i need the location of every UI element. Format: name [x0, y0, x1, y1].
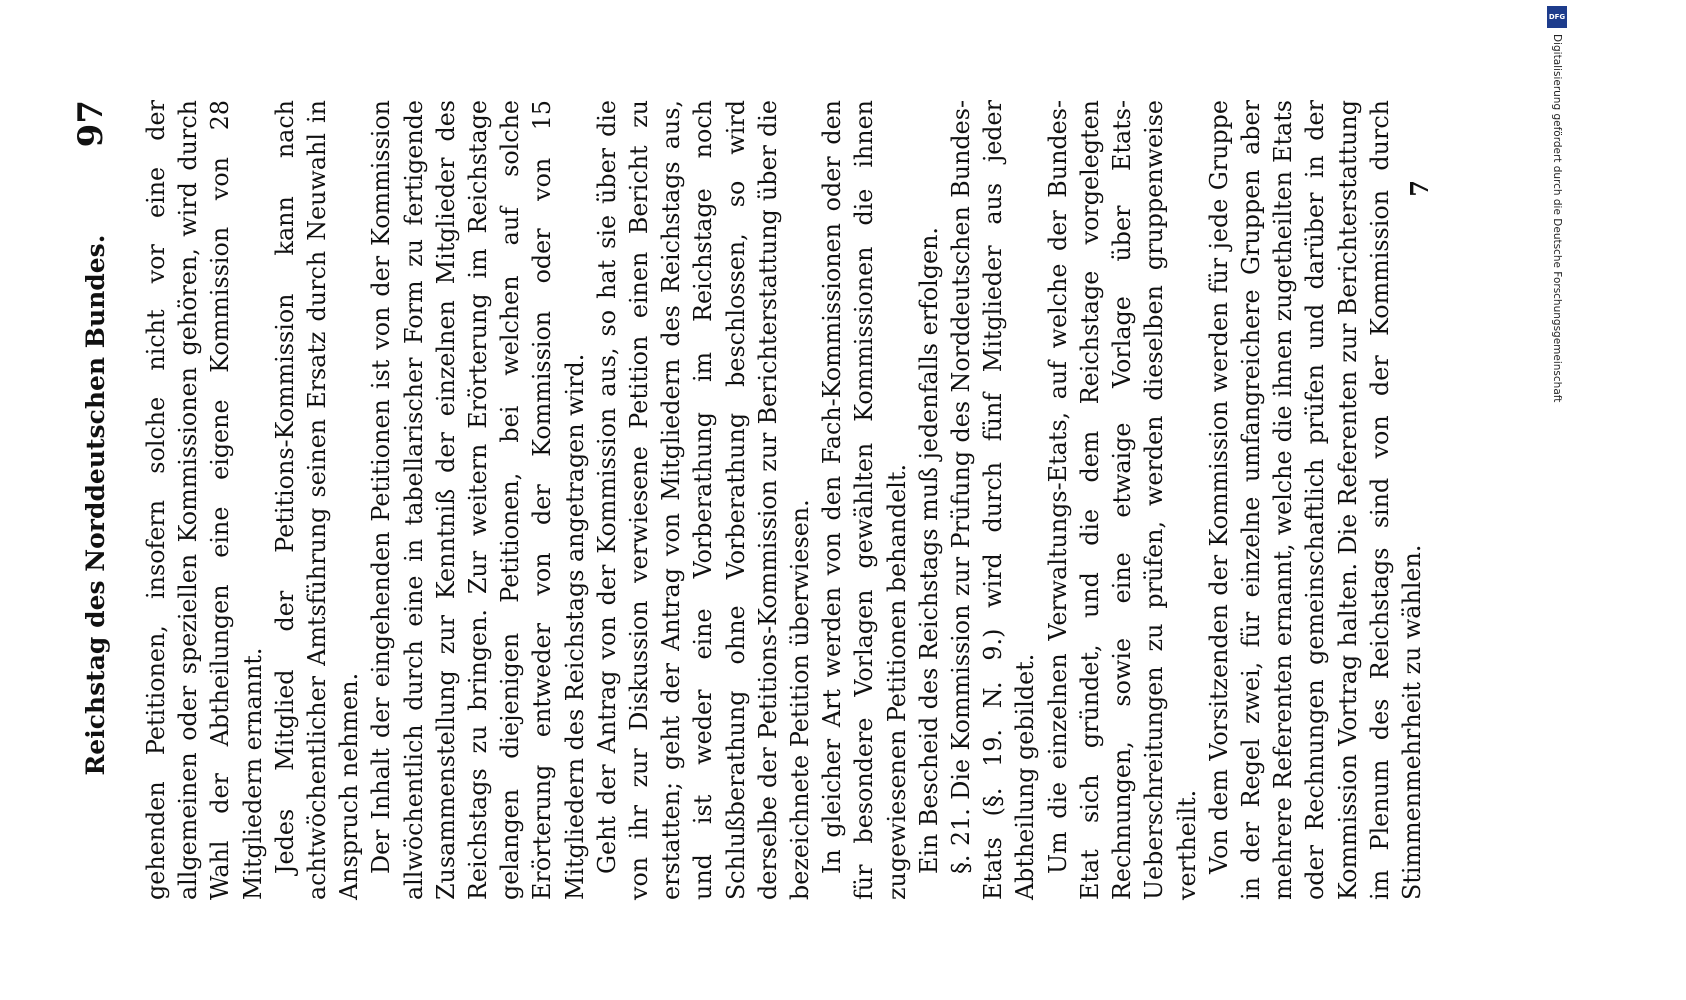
paragraph: Geht der Antrag von der Kommission aus, so hat sie über die von ihr zur Diskussion verwiesene Petition einen Bericht zu erstatten; geht der Antrag von Mitgliedern des Reichstags aus, und ist weder eine Vorberathung im Reichstage noch Schlußberathung ohne Vorberathung beschlossen, so wird derselbe der Petitions-Kommission zur Berichterstattung über die bezeichnete Petition überwiesen. — [592, 100, 815, 900]
paragraph: In gleicher Art werden von den Fach-Kommissionen oder den für besondere Vorlagen gewählten Kommissionen die ihnen zugewiesenen Petitionen behandelt. — [818, 100, 911, 900]
paragraph: gehenden Petitionen, insofern solche nicht vor eine der allgemeinen oder speziellen Kommissionen gehören, wird durch Wahl der Abtheilungen eine eigene Kommission von 28 Mitgliedern ernannt. — [142, 100, 267, 900]
running-header — [71, 100, 115, 900]
section-paragraph: §. 21. Die Kommission zur Prüfung des Norddeutschen Bundes-Etats (§. 19. N. 9.) wird durch fünf Mitglieder aus jeder Abtheilung gebildet. — [947, 100, 1040, 900]
paragraph: Um die einzelnen Verwaltungs-Etats, auf welche der Bundes-Etat sich gründet, und die dem Reichstage vorgelegten Rechnungen, sowie eine etwaige Vorlage über Etats-Ueberschreitungen zu prüfen, werden dieselben gruppenweise vertheilt. — [1043, 100, 1201, 900]
paragraph: Der Inhalt der eingehenden Petitionen ist von der Kommission allwöchentlich durch eine in tabellarischer Form zu fertigende Zusammenstellung zur Kenntniß der einzelnen Mitglieder des Reichstags zu bringen. Zur weitern Erörterung im Reichstage gelangen diejenigen Petitionen, bei welchen auf solche Erörterung entweder von der Kommission oder von 15 Mitgliedern des Reichstags angetragen wird. — [367, 100, 589, 900]
paragraph: Ein Bescheid des Reichstags muß jedenfalls erfolgen. — [914, 227, 943, 874]
body-text — [140, 100, 1428, 900]
credit-text: Digitalisierung gefördert durch die Deutsche Forschungsgemeinschaft — [1551, 34, 1563, 403]
signature-mark: 7 — [1405, 180, 1434, 197]
running-title: Reichstag des Norddeutschen Bundes. — [81, 234, 110, 776]
dfg-logo: DFG — [1547, 6, 1567, 28]
page-number: 97 — [71, 100, 111, 148]
paragraph: Von dem Vorsitzenden der Kommission werden für jede Gruppe in der Regel zwei, für einzelne umfangreichere Gruppen aber mehrere Referenten ernannt, welche die ihnen zugetheilten Etats oder Rechnungen gemeinschaftlich prüfen und darüber in der Kommission Vortrag halten. Die Referenten zur Berichterstattung im Plenum des Reichstags sind von der Kommission durch Stimmenmehrheit zu wählen. — [1204, 100, 1426, 900]
paragraph: Jedes Mitglied der Petitions-Kommission kann nach achtwöchentlicher Amtsführung seinen Ersatz durch Neuwahl in Anspruch nehmen. — [270, 100, 364, 900]
digitization-credit — [1545, 6, 1569, 403]
book-page — [71, 100, 1434, 900]
